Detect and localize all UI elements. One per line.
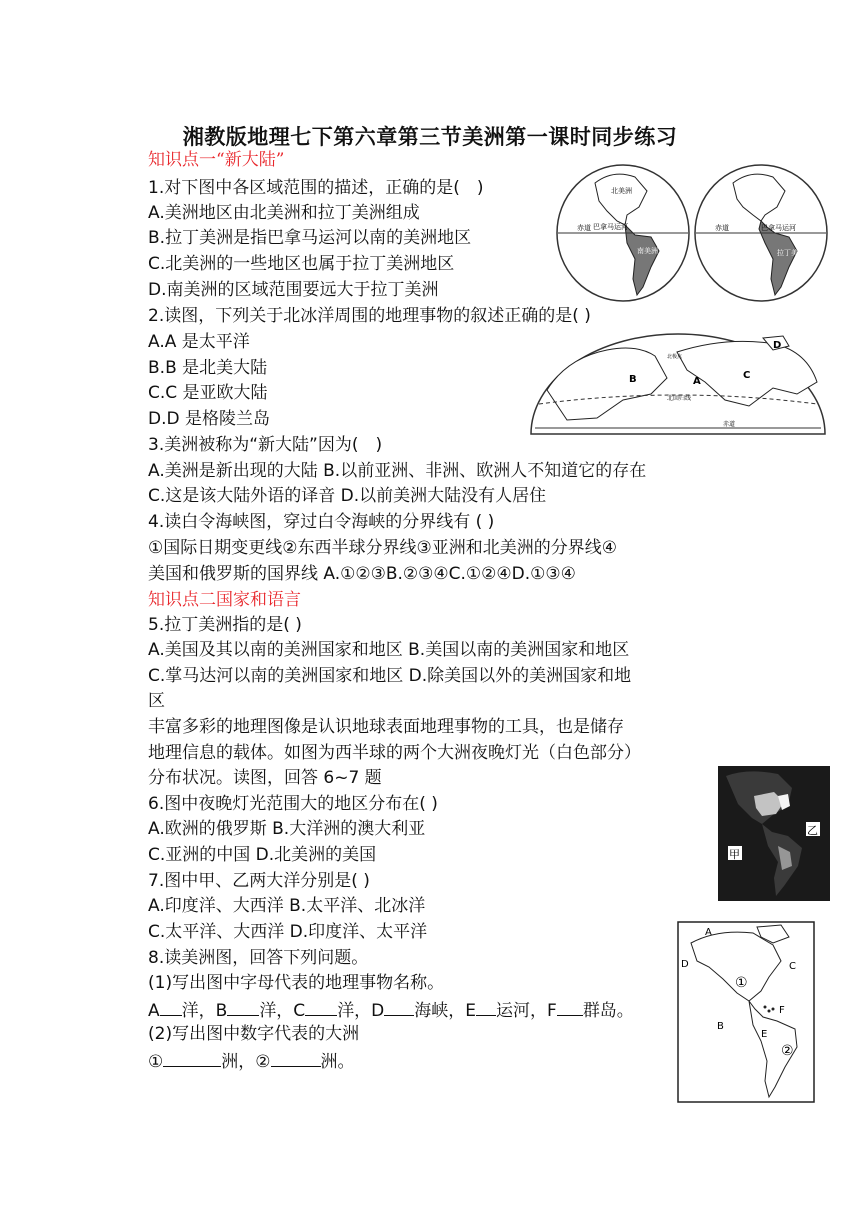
q2-stem: 2.读图，下列关于北冰洋周围的地理事物的叙述正确的是( )	[148, 306, 591, 326]
q1-option-b: B.拉丁美洲是指巴拿马运河以南的美洲地区	[148, 228, 472, 248]
section-heading-1: 知识点一“新大陆”	[148, 150, 285, 170]
south-america-label: 南美洲	[637, 247, 658, 255]
left-hemisphere-map	[557, 165, 689, 301]
map-label-b-q8: B	[717, 1021, 724, 1032]
latin-america-label: 拉丁美洲	[777, 249, 805, 257]
fill-text-d: 洋，D	[337, 1001, 385, 1021]
fill2-text-1: ①	[148, 1052, 164, 1072]
arctic-circle-label: 北回归线	[667, 395, 692, 402]
q2-option-c: C.C 是亚欧大陆	[148, 383, 268, 403]
q1-option-d: D.南美洲的区域范围要远大于拉丁美洲	[148, 280, 439, 300]
panama-canal-label: 巴拿马运河	[593, 223, 628, 231]
intro-line-2: 地理信息的载体。如图为西半球的两个大洲夜晚灯光（白色部分）	[148, 743, 641, 763]
page-title: 湘教版地理七下第六章第三节美洲第一课时同步练习	[182, 125, 678, 149]
q1-option-a: A.美洲地区由北美洲和拉丁美洲组成	[148, 203, 420, 223]
fill-text-end: 群岛。	[582, 1001, 634, 1021]
section-heading-2: 知识点二国家和语言	[148, 590, 301, 610]
ocean-label-yi: 乙	[807, 824, 818, 837]
q2-option-d: D.D 是格陵兰岛	[148, 409, 270, 429]
q1-stem: 1.对下图中各区域范围的描述，正确的是( )	[148, 178, 484, 198]
fill2-text-3: 洲。	[320, 1052, 355, 1072]
blank-b[interactable]	[227, 997, 259, 1016]
q8-fill-line	[148, 997, 634, 1024]
map-label-e-q8: E	[761, 1029, 768, 1040]
north-america-label: 北美洲	[611, 187, 632, 195]
map-label-b: B	[629, 374, 637, 385]
fill-text-f: 运河，F	[496, 1001, 557, 1021]
q7-stem: 7.图中甲、乙两大洋分别是( )	[148, 871, 370, 891]
ocean-label-jia: 甲	[729, 848, 740, 861]
continent-number-2: ②	[781, 1043, 794, 1059]
q4-line2: ①国际日期变更线②东西半球分界线③亚洲和北美洲的分界线④	[148, 538, 617, 558]
q2-option-b: B.B 是北美大陆	[148, 358, 268, 378]
q5-options-cd: C.掌马达河以南的美洲国家和地区 D.除美国以外的美洲国家和地	[148, 666, 632, 686]
equator-label-right: 赤道	[715, 224, 729, 232]
map-label-a: A	[693, 376, 701, 387]
q5-options-ab: A.美国及其以南的美洲国家和地区 B.美国以南的美洲国家和地区	[148, 640, 630, 660]
fill-text-c: 洋，C	[259, 1001, 306, 1021]
q8-part1: (1)写出图中字母代表的地理事物名称。	[148, 973, 445, 993]
q7-options-ab: A.印度洋、大西洋 B.太平洋、北冰洋	[148, 896, 426, 916]
q2-arctic-map	[527, 330, 829, 438]
blank-c[interactable]	[305, 997, 337, 1016]
q8-fill-line-2	[148, 1048, 355, 1075]
panama-canal-label-right: 巴拿马运河	[761, 224, 796, 232]
blank-continent-2[interactable]	[271, 1048, 321, 1067]
map-label-d: D	[773, 340, 782, 351]
q6-options-ab: A.欧洲的俄罗斯 B.大洋洲的澳大利亚	[148, 819, 426, 839]
intro-line-3: 分布状况。读图，回答 6~7 题	[148, 768, 382, 788]
blank-a[interactable]	[160, 997, 182, 1016]
intro-line-1: 丰富多彩的地理图像是认识地球表面地理事物的工具，也是储存	[148, 717, 624, 737]
q7-options-cd: C.太平洋、大西洋 D.印度洋、太平洋	[148, 922, 428, 942]
map-label-c-q8: C	[789, 961, 796, 972]
map-label-f-q8: F	[779, 1005, 785, 1016]
north-pole-label: 北极点	[667, 354, 683, 360]
map-label-d-q8: D	[681, 959, 689, 970]
fill-text-e: 海峡，E	[414, 1001, 477, 1021]
q5-stem: 5.拉丁美洲指的是( )	[148, 615, 302, 635]
q2-option-a: A.A 是太平洋	[148, 332, 250, 352]
q8-part2: (2)写出图中数字代表的大洲	[148, 1024, 360, 1044]
q4-line3: 美国和俄罗斯的国界线 A.①②③B.②③④C.①②④D.①③④	[148, 564, 576, 584]
right-hemisphere-map	[695, 165, 827, 301]
equator-label: 赤道	[577, 224, 591, 232]
blank-d[interactable]	[384, 997, 414, 1016]
night-lights-map	[718, 766, 830, 901]
fill-text-a: A	[148, 1001, 160, 1021]
equator-label-q2: 赤道	[723, 421, 736, 428]
q6-stem: 6.图中夜晚灯光范围大的地区分布在( )	[148, 794, 438, 814]
q3-options-cd: C.这是该大陆外语的译音 D.以前美洲大陆没有人居住	[148, 486, 547, 506]
q3-options-ab: A.美洲是新出现的大陆 B.以前亚洲、非洲、欧洲人不知道它的存在	[148, 461, 647, 481]
fill2-text-2: 洲，②	[221, 1052, 271, 1072]
q1-hemisphere-maps	[555, 163, 830, 303]
americas-map	[677, 921, 815, 1103]
blank-e[interactable]	[476, 997, 496, 1016]
blank-f[interactable]	[557, 997, 583, 1016]
q5-continuation: 区	[148, 691, 165, 711]
blank-continent-1[interactable]	[163, 1048, 221, 1067]
continent-number-1: ①	[735, 975, 748, 991]
map-label-a-q8: A	[705, 927, 712, 938]
q1-option-c: C.北美洲的一些地区也属于拉丁美洲地区	[148, 254, 455, 274]
q3-stem: 3.美洲被称为“新大陆”因为( )	[148, 435, 383, 455]
fill-text-b: 洋，B	[181, 1001, 228, 1021]
q8-stem: 8.读美洲图，回答下列问题。	[148, 948, 369, 968]
q4-stem: 4.读白令海峡图，穿过白令海峡的分界线有 ( )	[148, 512, 495, 532]
map-label-c: C	[743, 370, 751, 381]
q6-options-cd: C.亚洲的中国 D.北美洲的美国	[148, 845, 377, 865]
